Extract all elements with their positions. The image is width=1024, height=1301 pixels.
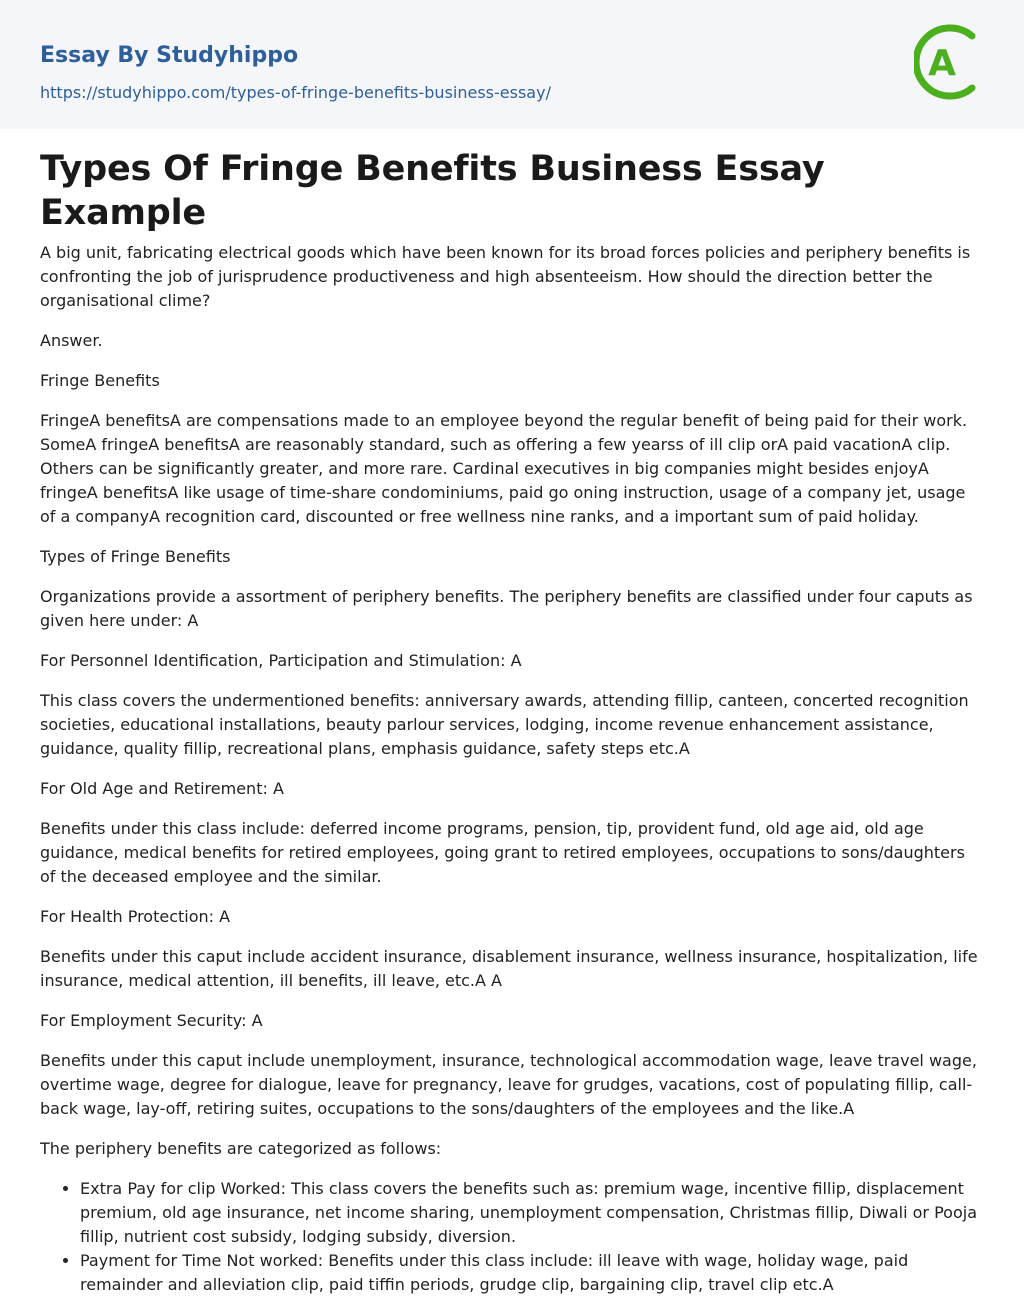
heading-employment: For Employment Security: A (40, 1011, 263, 1030)
paragraph-answer: Answer. (40, 331, 103, 350)
paragraph-categorized: The periphery benefits are categorized as follows: (40, 1139, 442, 1158)
heading-old-age: For Old Age and Retirement: A (40, 779, 284, 798)
essay-content (0, 129, 1024, 1297)
list-item: • Extra Pay for clip Worked: This class covers the benefits such as: premium wage, incentive fillip, displacement premium, old age insurance, net income sharing, unemployment compensation, Christmas fillip, Diwali or Pooja fillip, nutrient cost subsidy, lodging subsidy, diversion. (80, 1177, 984, 1249)
logo-letter: A (928, 43, 956, 84)
paragraph-health: Benefits under this caput include accident insurance, disablement insurance, wellness insurance, hospitalization, life insurance, medical attention, ill benefits, ill leave, etc.A A (40, 947, 978, 990)
paragraph-fringe-definition: FringeA benefitsA are compensations made to an employee beyond the regular benefit of being paid for their work. SomeA fringeA benefitsA are reasonably standard, such as offering a few yearss of ill clip orA paid vacationA clip. Others can be significantly greater, and more rare. Cardinal executives in big companies might besides enjoyA fringeA benefitsA like usage of time-share condominiums, paid go oning instruction, usage of a company jet, usage of a companyA recognition card, discounted or free wellness nine ranks, and a important sum of paid holiday. (40, 411, 968, 526)
brand-title[interactable]: Essay By Studyhippo (40, 43, 299, 68)
paragraph-old-age: Benefits under this class include: deferred income programs, pension, tip, provident fund, old age aid, old age guidance, medical benefits for retired employees, going grant to retired employees, occupations to sons/daughters of the deceased employee and the similar. (40, 819, 965, 886)
list-item: • Payment for Time Not worked: Benefits under this class include: ill leave with wage, holiday wage, paid remainder and alleviation clip, paid tiffin periods, grudge clip, bargaining clip, travel clip etc.A (80, 1249, 984, 1297)
benefits-list (40, 1177, 984, 1297)
site-header (0, 0, 1024, 129)
heading-fringe-benefits: Fringe Benefits (40, 371, 160, 390)
page-title: Types Of Fringe Benefits Business Essay Example (40, 149, 825, 233)
heading-types: Types of Fringe Benefits (40, 547, 231, 566)
essay-url-link[interactable]: https://studyhippo.com/types-of-fringe-benefits-business-essay/ (40, 83, 551, 102)
heading-health: For Health Protection: A (40, 907, 231, 926)
paragraph-employment: Benefits under this caput include unemployment, insurance, technological accommodation wage, leave travel wage, overtime wage, degree for dialogue, leave for pregnancy, leave for grudges, vacations, cost of populating fillip, call-back wage, lay-off, retiring suites, occupations to the sons/daughters of the employees and the like.A (40, 1051, 977, 1118)
studyhippo-logo-icon[interactable] (914, 18, 986, 106)
paragraph-types-intro: Organizations provide a assortment of periphery benefits. The periphery benefits are classified under four caputs as given here under: A (40, 587, 973, 630)
paragraph-personnel: This class covers the undermentioned benefits: anniversary awards, attending fillip, canteen, concerted recognition societies, educational installations, beauty parlour services, lodging, income revenue enhancement assistance, guidance, quality fillip, recreational plans, emphasis guidance, safety steps etc.A (40, 691, 969, 758)
paragraph-intro: A big unit, fabricating electrical goods which have been known for its broad forces policies and periphery benefits is confronting the job of jurisprudence productiveness and high absenteeism. How should the direction better the organisational clime? (40, 243, 971, 310)
heading-personnel: For Personnel Identification, Participation and Stimulation: A (40, 651, 522, 670)
